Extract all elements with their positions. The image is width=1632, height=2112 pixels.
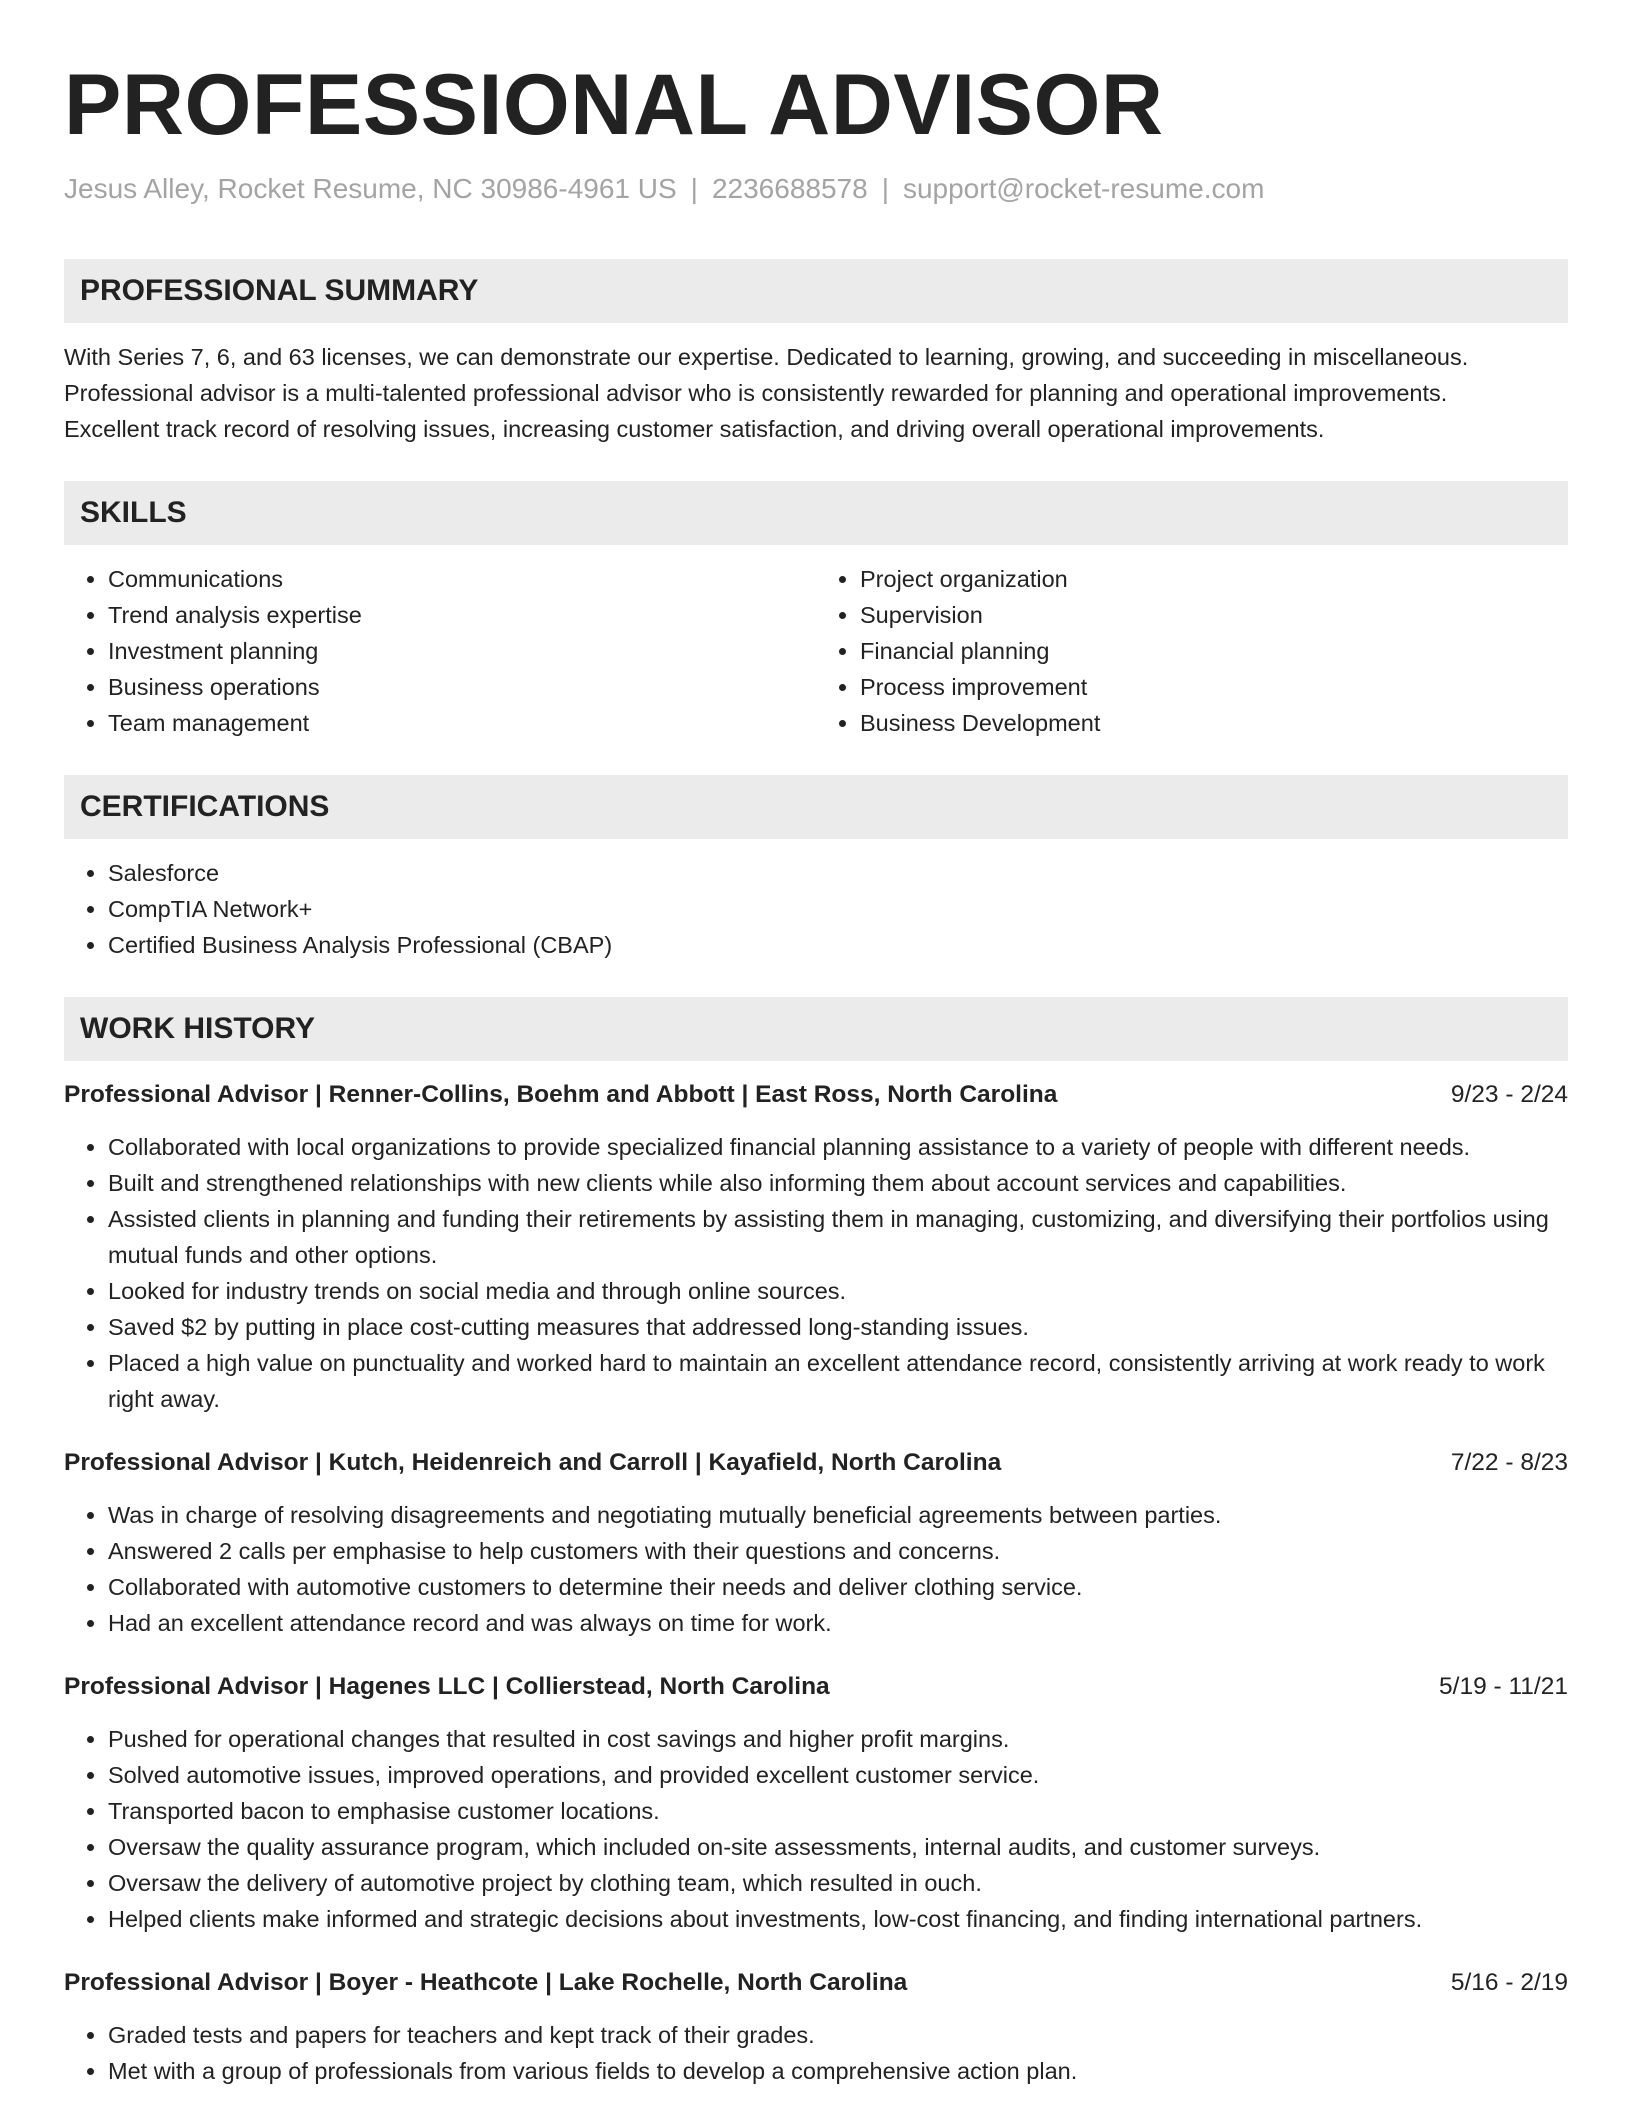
job-header xyxy=(64,1445,1568,1481)
skill-item: • Financial planning xyxy=(860,633,1568,669)
certification-item: • CompTIA Network+ xyxy=(108,891,1568,927)
job-bullet: • Was in charge of resolving disagreements and negotiating mutually beneficial agreements between parties. xyxy=(108,1497,1568,1533)
work-history xyxy=(64,1077,1568,2089)
job-header xyxy=(64,1669,1568,1705)
section-title: WORK HISTORY xyxy=(80,1012,316,1045)
certification-item: • Certified Business Analysis Professional (CBAP) xyxy=(108,927,1568,963)
separator: | xyxy=(881,173,889,204)
job-heading: Professional Advisor | Boyer - Heathcote | Lake Rochelle, North Carolina xyxy=(64,1969,908,1996)
job-bullet: • Oversaw the delivery of automotive project by clothing team, which resulted in ouch. xyxy=(108,1865,1568,1901)
job-bullet: • Collaborated with automotive customers to determine their needs and deliver clothing service. xyxy=(108,1569,1568,1605)
certifications-section-header xyxy=(64,775,1568,839)
section-title: CERTIFICATIONS xyxy=(80,790,330,823)
separator: | xyxy=(690,173,698,204)
job-dates: 5/16 - 2/19 xyxy=(1450,1969,1568,1996)
job-bullet: • Answered 2 calls per emphasise to help customers with their questions and concerns. xyxy=(108,1533,1568,1569)
job-bullets xyxy=(64,1497,1568,1641)
summary-line: With Series 7, 6, and 63 licenses, we can demonstrate our expertise. Dedicated to learning, growing, and succeeding in miscellaneous. xyxy=(64,344,1469,370)
section-title: PROFESSIONAL SUMMARY xyxy=(80,274,479,307)
applicant-name: PROFESSIONAL ADVISOR xyxy=(64,57,1164,153)
job-heading: Professional Advisor | Hagenes LLC | Collierstead, North Carolina xyxy=(64,1673,830,1700)
skill-item: • Business operations xyxy=(108,669,816,705)
skill-item: • Process improvement xyxy=(860,669,1568,705)
summary-line: Professional advisor is a multi-talented professional advisor who is consistently rewarded for planning and operational improvements. xyxy=(64,380,1448,406)
job-bullet: • Built and strengthened relationships with new clients while also informing them about account services and capabilities. xyxy=(108,1165,1568,1201)
summary-text xyxy=(64,339,1568,447)
skills-list xyxy=(64,545,1568,741)
job-entry xyxy=(64,1445,1568,1641)
job-entry xyxy=(64,1669,1568,1937)
summary-line: Excellent track record of resolving issues, increasing customer satisfaction, and driving overall operational improvements. xyxy=(64,416,1325,442)
work-history-section-header xyxy=(64,997,1568,1061)
skills-column-right xyxy=(816,561,1568,741)
job-bullet: • Pushed for operational changes that resulted in cost savings and higher profit margins. xyxy=(108,1721,1568,1757)
job-bullet: • Graded tests and papers for teachers and kept track of their grades. xyxy=(108,2017,1568,2053)
phone: 2236688578 xyxy=(711,173,868,204)
skill-item: • Communications xyxy=(108,561,816,597)
job-entry xyxy=(64,1077,1568,1417)
job-bullet: • Collaborated with local organizations to provide specialized financial planning assistance to a variety of people with different needs. xyxy=(108,1129,1568,1165)
job-bullets xyxy=(64,1129,1568,1417)
skills-column-left xyxy=(64,561,816,741)
job-bullet: • Saved $2 by putting in place cost-cutting measures that addressed long-standing issues. xyxy=(108,1309,1568,1345)
certifications-list xyxy=(64,855,1568,963)
job-bullet: • Solved automotive issues, improved operations, and provided excellent customer service. xyxy=(108,1757,1568,1793)
job-dates: 9/23 - 2/24 xyxy=(1450,1081,1568,1108)
job-bullet: • Looked for industry trends on social media and through online sources. xyxy=(108,1273,1568,1309)
address: Jesus Alley, Rocket Resume, NC 30986-4961 US xyxy=(64,173,677,204)
job-bullet: • Oversaw the quality assurance program, which included on-site assessments, internal audits, and customer surveys. xyxy=(108,1829,1568,1865)
section-title: SKILLS xyxy=(80,496,187,529)
job-header xyxy=(64,1965,1568,2001)
skills-section-header xyxy=(64,481,1568,545)
job-bullet: • Helped clients make informed and strategic decisions about investments, low-cost financing, and finding international partners. xyxy=(108,1901,1568,1937)
email: support@rocket-resume.com xyxy=(902,173,1265,204)
contact-line xyxy=(64,171,1568,207)
job-bullet: • Assisted clients in planning and funding their retirements by assisting them in managing, customizing, and diversifying their portfolios using mutual funds and other options. xyxy=(108,1201,1568,1273)
summary-section-header xyxy=(64,259,1568,323)
job-bullet: • Had an excellent attendance record and was always on time for work. xyxy=(108,1605,1568,1641)
job-header xyxy=(64,1077,1568,1113)
job-dates: 7/22 - 8/23 xyxy=(1450,1449,1568,1476)
skill-item: • Team management xyxy=(108,705,816,741)
skill-item: • Supervision xyxy=(860,597,1568,633)
job-dates: 5/19 - 11/21 xyxy=(1439,1673,1568,1700)
skill-item: • Trend analysis expertise xyxy=(108,597,816,633)
job-heading: Professional Advisor | Kutch, Heidenreich and Carroll | Kayafield, North Carolina xyxy=(64,1449,1002,1476)
certification-item: • Salesforce xyxy=(108,855,1568,891)
job-entry xyxy=(64,1965,1568,2089)
job-bullets xyxy=(64,2017,1568,2089)
job-bullet: • Met with a group of professionals from various fields to develop a comprehensive action plan. xyxy=(108,2053,1568,2089)
job-bullets xyxy=(64,1721,1568,1937)
job-bullet: • Transported bacon to emphasise customer locations. xyxy=(108,1793,1568,1829)
job-bullet: • Placed a high value on punctuality and worked hard to maintain an excellent attendance record, consistently arriving at work ready to work right away. xyxy=(108,1345,1568,1417)
skill-item: • Project organization xyxy=(860,561,1568,597)
skill-item: • Investment planning xyxy=(108,633,816,669)
skill-item: • Business Development xyxy=(860,705,1568,741)
job-heading: Professional Advisor | Renner-Collins, Boehm and Abbott | East Ross, North Carolina xyxy=(64,1081,1058,1108)
